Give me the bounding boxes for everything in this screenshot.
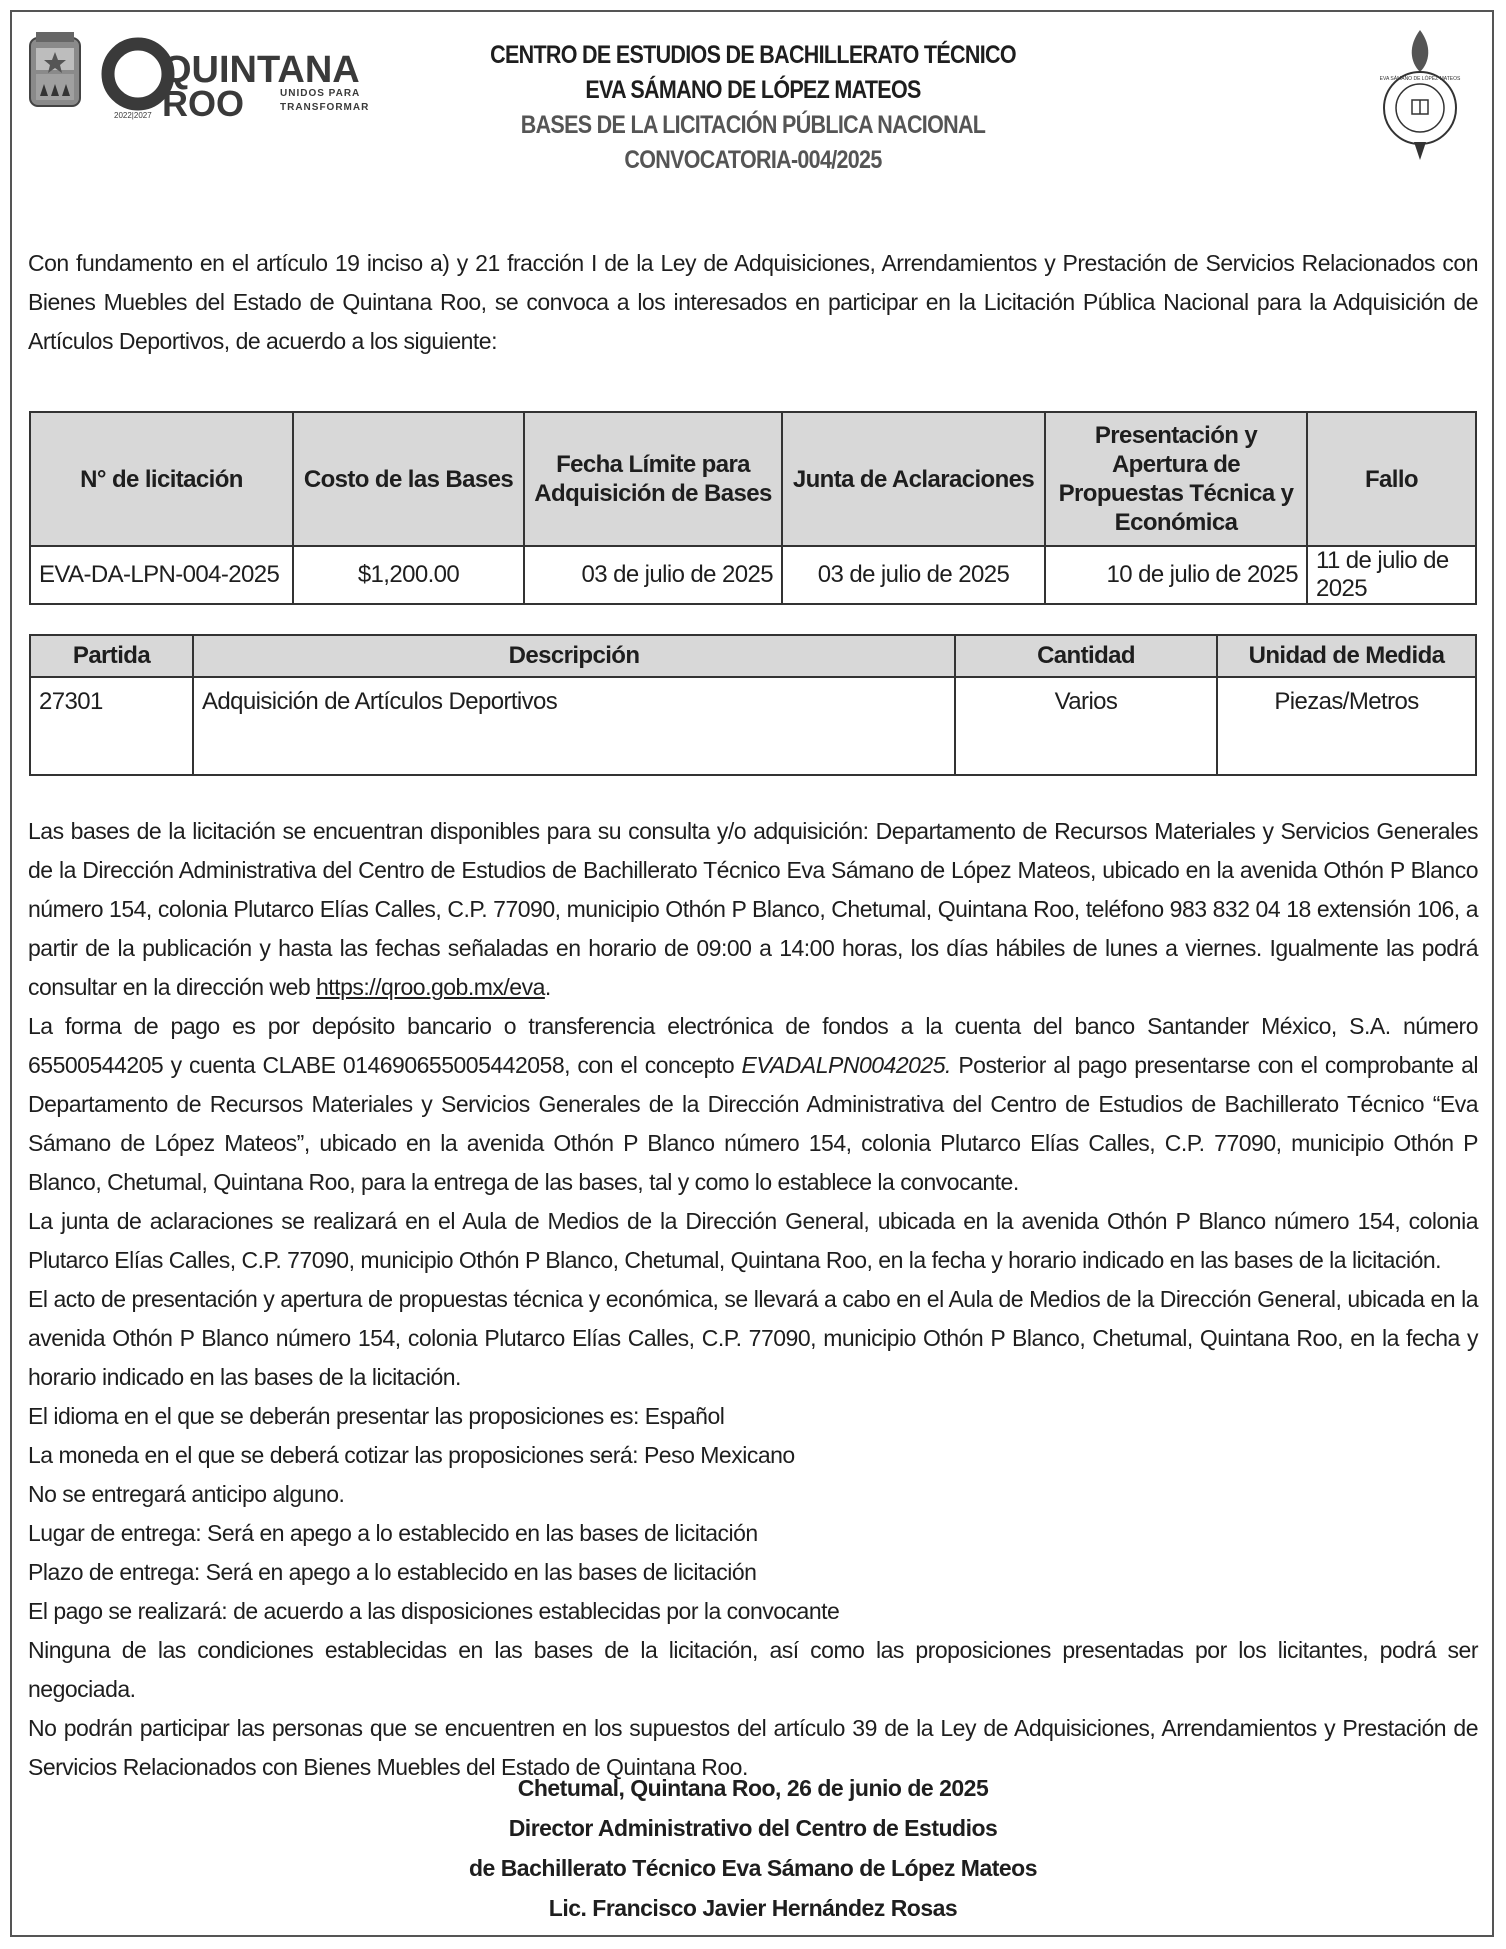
signature-position-2: de Bachillerato Técnico Eva Sámano de López Mateos — [468, 1855, 1038, 1881]
title-line-2: EVA SÁMANO DE LÓPEZ MATEOS — [585, 76, 921, 104]
intro-paragraph: Con fundamento en el artículo 19 inciso a) y 21 fracción I de la Ley de Adquisiciones, Arrendamientos y Prestación de Servicios Relacionados con Bienes Muebles del Estado de Quintana Roo, se convoca a los interesados en participar en la Licitación Pública Nacional para la Adquisición de Artículos Deportivos, de acuerdo a los siguiente: — [28, 250, 1478, 354]
logo-name-2: ROO — [162, 83, 245, 124]
cell-unit: Piezas/Metros — [1217, 677, 1476, 775]
table-row — [30, 677, 1476, 775]
cell-description: Adquisición de Artículos Deportivos — [193, 677, 955, 775]
cell-ruling: 11 de julio de 2025 — [1307, 546, 1476, 604]
header-proposals-opening: Presentación y Apertura de Propuestas Técnica y Económica — [1045, 412, 1307, 546]
delivery-term-line: Plazo de entrega: Será en apego a lo establecido en las bases de licitación — [28, 1559, 757, 1585]
tender-schedule-table — [29, 411, 1477, 605]
availability-end: . — [544, 974, 551, 1000]
proposals-paragraph: El acto de presentación y apertura de propuestas técnica y económica, se llevará a cabo en el Aula de Medios de la Dirección General, ubicada en la avenida Othón P Blanco número 154, colonia Plutarco Elías Calles, C.P. 77090, municipio Othón P Blanco, Chetumal, Quintana Roo, en la fecha y horario indicado en las bases de la licitación. — [28, 1286, 1478, 1390]
logo-name-1: QUINTANA — [162, 49, 360, 91]
logo-tagline-1: UNIDOS PARA — [280, 88, 361, 99]
payment-terms-line: El pago se realizará: de acuerdo a las disposiciones establecidas por la convocante — [28, 1598, 840, 1624]
table-row — [30, 546, 1476, 604]
header-quantity: Cantidad — [955, 635, 1217, 677]
logo-years: 2022|2027 — [114, 111, 152, 120]
signature-place-date: Chetumal, Quintana Roo, 26 de junio de 2025 — [517, 1775, 989, 1801]
header-ruling: Fallo — [1307, 412, 1476, 546]
document-title — [360, 38, 1146, 178]
payment-text: La forma de pago es por depósito bancario o transferencia electrónica de fondos a la cuenta del banco Santander México, S.A. número 65500544205 y cuenta CLABE 014690655005442058, con el concepto — [28, 1013, 1478, 1078]
signature-name: Lic. Francisco Javier Hernández Rosas — [548, 1895, 958, 1921]
language-line: El idioma en el que se deberán presentar las proposiciones es: Español — [28, 1403, 725, 1429]
school-emblem-ring-text: EVA SÁMANO DE LÓPEZ MATEOS — [1379, 76, 1461, 82]
advance-line: No se entregará anticipo alguno. — [28, 1481, 345, 1507]
title-line-3: BASES DE LA LICITACIÓN PÚBLICA NACIONAL — [520, 111, 986, 139]
cell-deadline: 03 de julio de 2025 — [524, 546, 782, 604]
cell-bases-cost: $1,200.00 — [293, 546, 524, 604]
payment-concept: EVADALPN0042025. — [741, 1052, 951, 1078]
table-header-row — [30, 412, 1476, 546]
negotiation-line: Ninguna de las condiciones establecidas en las bases de la licitación, así como las proposiciones presentadas por los licitantes, podrá ser negociada. — [28, 1637, 1478, 1702]
title-line-1: CENTRO DE ESTUDIOS DE BACHILLERATO TÉCNICO — [490, 41, 1016, 69]
header-partida: Partida — [30, 635, 193, 677]
delivery-place-line: Lugar de entrega: Será en apego a lo establecido en las bases de licitación — [28, 1520, 758, 1546]
cell-tender-number: EVA-DA-LPN-004-2025 — [30, 546, 293, 604]
cell-proposals-opening: 10 de julio de 2025 — [1045, 546, 1307, 604]
signature-block — [360, 1768, 1146, 1928]
quintana-roo-logo — [100, 30, 370, 124]
cell-clarifications: 03 de julio de 2025 — [782, 546, 1045, 604]
header-deadline: Fecha Límite para Adquisición de Bases — [524, 412, 782, 546]
header-clarifications: Junta de Aclaraciones — [782, 412, 1045, 546]
school-emblem-logo — [1378, 24, 1462, 164]
state-coat-of-arms-logo — [28, 30, 82, 110]
header-bases-cost: Costo de las Bases — [293, 412, 524, 546]
cell-quantity: Varios — [955, 677, 1217, 775]
availability-text: Las bases de la licitación se encuentran disponibles para su consulta y/o adquisición: Departamento de Recursos Materiales y Servicios Generales de la Dirección Administrativa del Centro de Estudios de Bachillerato Técnico Eva Sámano de López Mateos, ubicado en la avenida Othón P Blanco número 154, colonia Plutarco Elías Calles, C.P. 77090, municipio Othón P Blanco, Chetumal, Quintana Roo, teléfono 983 832 04 18 extensión 106, a partir de la publicación y hasta las fechas señaladas en horario de 09:00 a 14:00 horas, los días hábiles de lunes a viernes. Igualmente las podrá consultar en la dirección web — [28, 818, 1478, 1000]
clarifications-paragraph: La junta de aclaraciones se realizará en el Aula de Medios de la Dirección General, ubicada en la avenida Othón P Blanco número 154, colonia Plutarco Elías Calles, C.P. 77090, municipio Othón P Blanco, Chetumal, Quintana Roo, en la fecha y horario indicado en las bases de la licitación. — [28, 1208, 1478, 1273]
exclusion-paragraph: No podrán participar las personas que se encuentren en los supuestos del artículo 39 de la Ley de Adquisiciones, Arrendamientos y Prestación de Servicios Relacionados con Bienes Muebles del Estado de Quintana Roo. — [28, 1715, 1478, 1780]
signature-position-1: Director Administrativo del Centro de Estudios — [508, 1815, 998, 1841]
header-tender-number: N° de licitación — [30, 412, 293, 546]
cell-partida: 27301 — [30, 677, 193, 775]
payment-text-2: Posterior al pago presentarse con el comprobante al Departamento de Recursos Materiales y Servicios Generales de la Dirección Administrativa del Centro de Estudios de Bachillerato Técnico “Eva Sámano de López Mateos”, ubicado en la avenida Othón P Blanco número 154, colonia Plutarco Elías Calles, C.P. 77090, municipio Othón P Blanco, Chetumal, Quintana Roo, para la entrega de las bases, tal y como lo establece la convocante. — [28, 1052, 1478, 1195]
table-header-row — [30, 635, 1476, 677]
payment-paragraph — [28, 1007, 1478, 1202]
title-line-4: CONVOCATORIA-004/2025 — [624, 146, 882, 174]
availability-paragraph — [28, 812, 1478, 1007]
web-link[interactable]: https://qroo.gob.mx/eva — [316, 974, 545, 1000]
currency-line: La moneda en el que se deberá cotizar las proposiciones será: Peso Mexicano — [28, 1442, 795, 1468]
items-table — [29, 634, 1477, 776]
header-unit: Unidad de Medida — [1217, 635, 1476, 677]
header-description: Descripción — [193, 635, 955, 677]
logo-tagline-2: TRANSFORMAR — [280, 102, 370, 113]
body-text — [28, 812, 1478, 1787]
